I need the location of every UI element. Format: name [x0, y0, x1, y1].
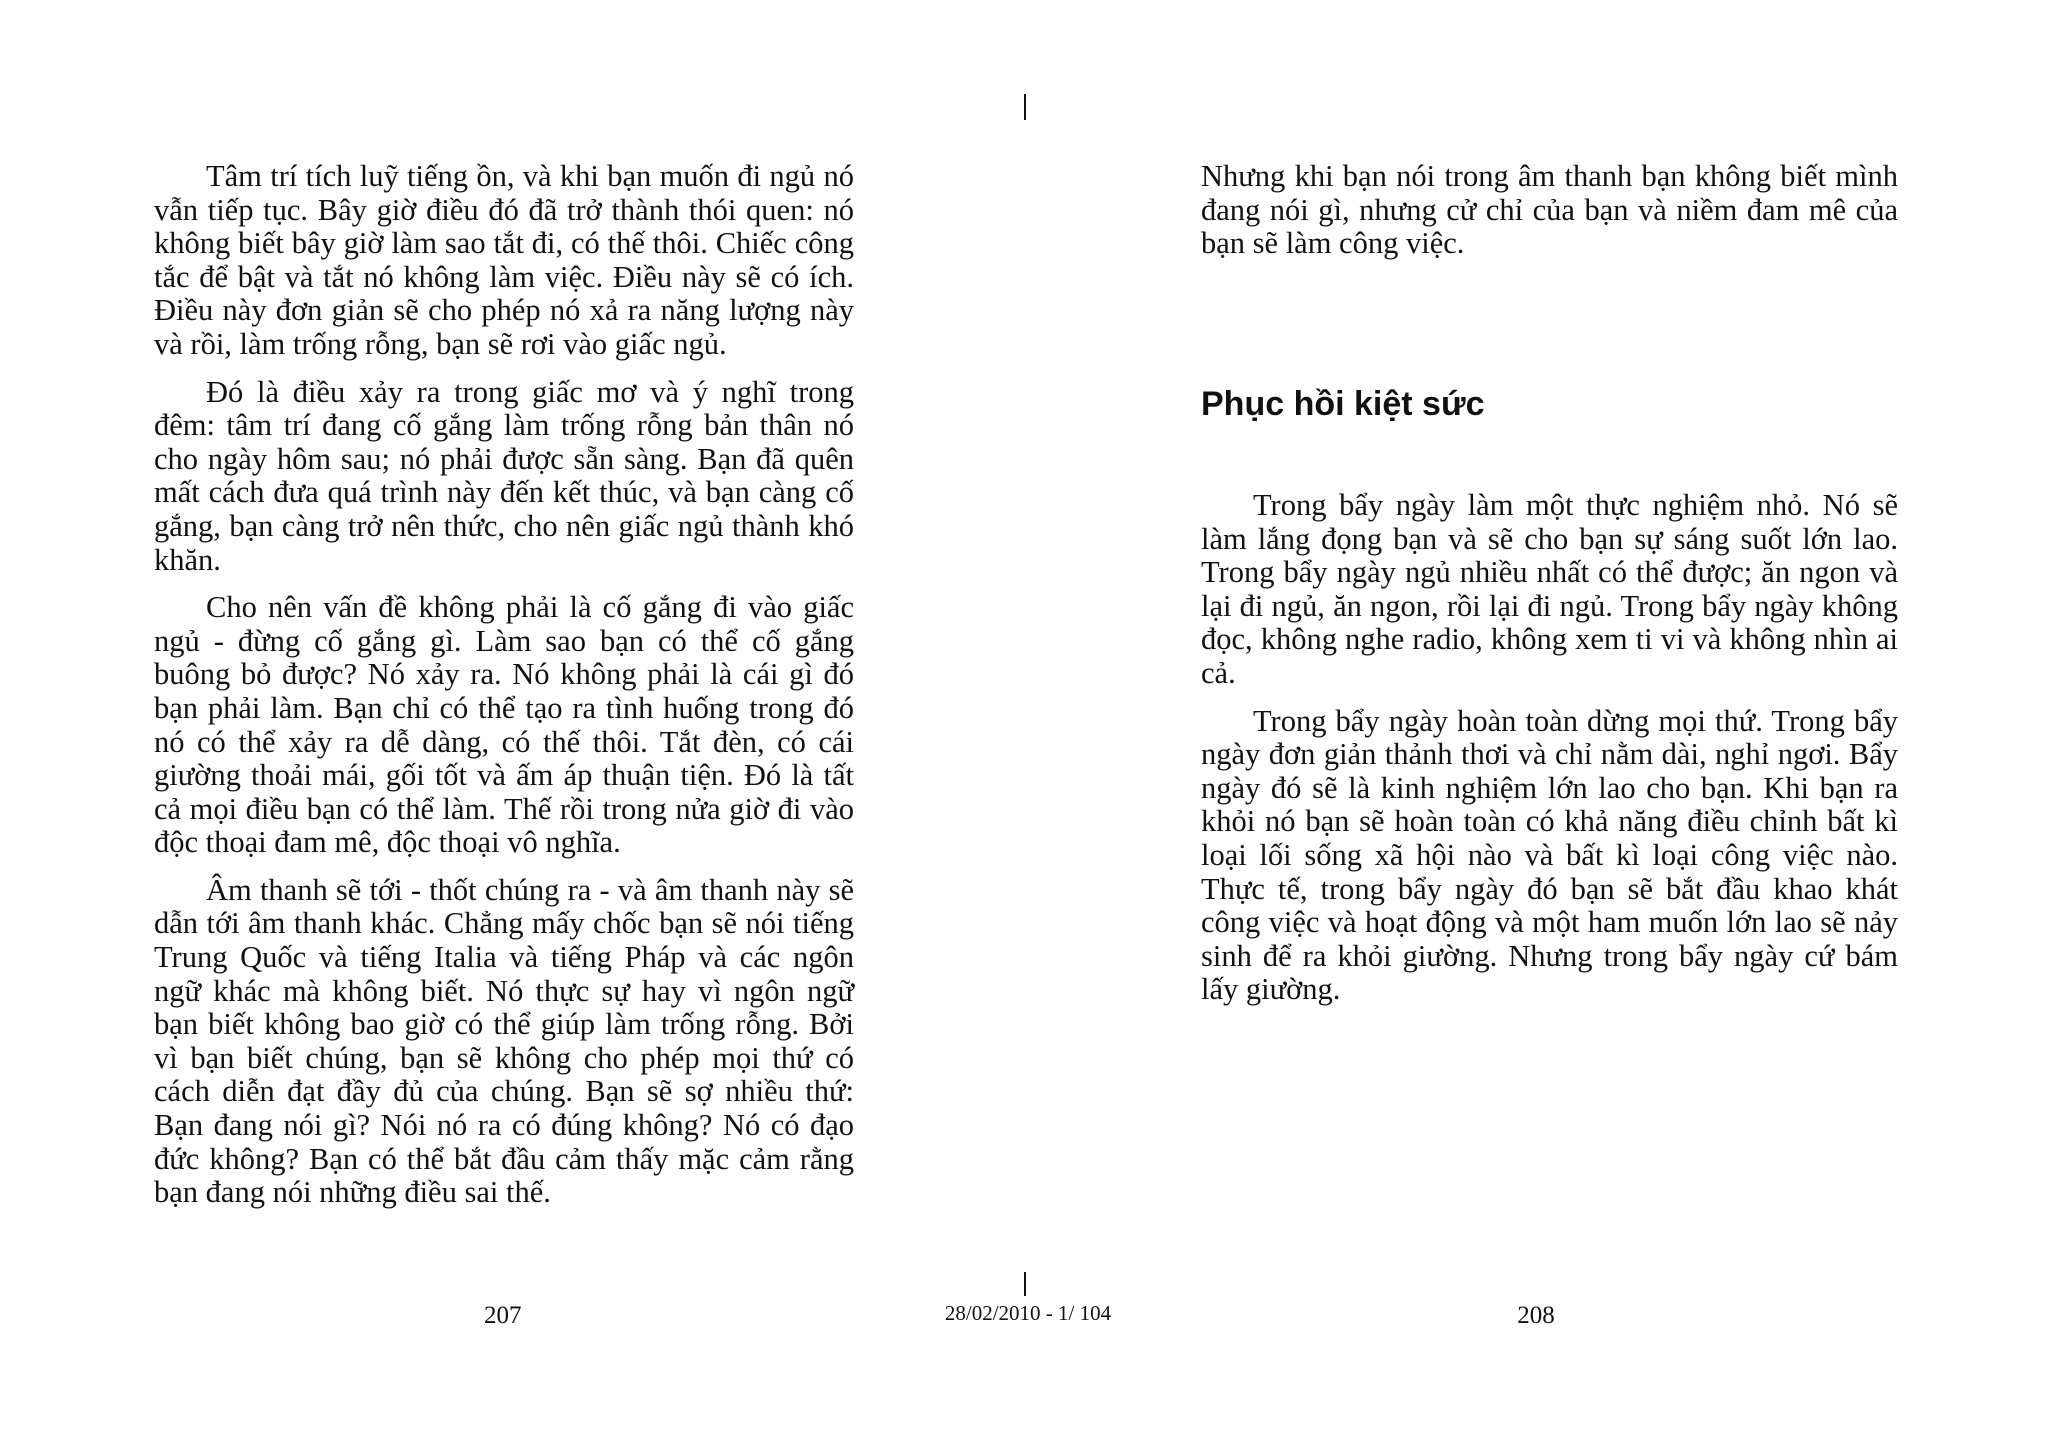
left-page-number: 207	[484, 1302, 522, 1329]
right-page	[1024, 0, 2048, 1448]
left-paragraph-3: Cho nên vấn đề không phải là cố gắng đi vào giấc ngủ - đừng cố gắng gì. Làm sao bạn có thể cố gắng buông bỏ được? Nó xảy ra. Nó không phải là cái gì đó bạn phải làm. Bạn chỉ có thể tạo ra tình huống trong đó nó có thể xảy ra dễ dàng, có thế thôi. Tắt đèn, có cái giường thoải mái, gối tốt và ấm áp thuận tiện. Đó là tất cả mọi điều bạn có thể làm. Thế rồi trong nửa giờ đi vào độc thoại đam mê, độc thoại vô nghĩa.	[154, 590, 854, 860]
right-page-continuation	[1201, 160, 1898, 275]
print-date-stamp: 28/02/2010 - 1/ 104	[944, 1301, 1112, 1325]
right-continuation-paragraph: Nhưng khi bạn nói trong âm thanh bạn không biết mình đang nói gì, nhưng cử chỉ của bạn và niềm đam mê của bạn sẽ làm công việc.	[1201, 159, 1898, 261]
right-page-body	[1201, 489, 1898, 1021]
left-page-body	[154, 160, 854, 1224]
right-paragraph-2: Trong bẩy ngày hoàn toàn dừng mọi thứ. Trong bẩy ngày đơn giản thảnh thơi và chỉ nằm dài, nghỉ ngơi. Bẩy ngày đó sẽ là kinh nghiệm lớn lao cho bạn. Khi bạn ra khỏi nó bạn sẽ hoàn toàn có khả năng điều chỉnh bất kì loại lối sống xã hội nào và bất kì loại công việc nào. Thực tế, trong bẩy ngày đó bạn sẽ bắt đầu khao khát công việc và hoạt động và một ham muốn lớn lao sẽ nảy sinh để ra khỏi giường. Nhưng trong bẩy ngày cứ bám lấy giường.	[1201, 703, 1898, 1007]
right-page-number: 208	[1517, 1302, 1555, 1329]
left-paragraph-4: Âm thanh sẽ tới - thốt chúng ra - và âm thanh này sẽ dẫn tới âm thanh khác. Chẳng mấy chốc bạn sẽ nói tiếng Trung Quốc và tiếng Italia và tiếng Pháp và các ngôn ngữ khác mà không biết. Nó thực sự hay vì ngôn ngữ bạn biết không bao giờ có thể giúp làm trống rỗng. Bởi vì bạn biết chúng, bạn sẽ không cho phép mọi thứ có cách diễn đạt đầy đủ của chúng. Bạn sẽ sợ nhiều thứ: Bạn đang nói gì? Nói nó ra có đúng không? Nó có đạo đức không? Bạn có thể bắt đầu cảm thấy mặc cảm rằng bạn đang nói những điều sai thế.	[154, 872, 854, 1210]
right-paragraph-1: Trong bẩy ngày làm một thực nghiệm nhỏ. Nó sẽ làm lắng đọng bạn và sẽ cho bạn sự sáng suốt lớn lao. Trong bẩy ngày ngủ nhiều nhất có thể được; ăn ngon và lại đi ngủ, ăn ngon, rồi lại đi ngủ. Trong bẩy ngày không đọc, không nghe radio, không xem ti vi và không nhìn ai cả.	[1201, 488, 1898, 690]
left-paragraph-1: Tâm trí tích luỹ tiếng ồn, và khi bạn muốn đi ngủ nó vẫn tiếp tục. Bây giờ điều đó đã trở thành thói quen: nó không biết bây giờ làm sao tắt đi, có thế thôi. Chiếc công tắc để bật và tắt nó không làm việc. Điều này sẽ có ích. Điều này đơn giản sẽ cho phép nó xả ra năng lượng này và rồi, làm trống rỗng, bạn sẽ rơi vào giấc ngủ.	[154, 159, 854, 361]
section-heading: Phục hồi kiệt sức	[1201, 385, 1485, 423]
left-paragraph-2: Đó là điều xảy ra trong giấc mơ và ý nghĩ trong đêm: tâm trí đang cố gắng làm trống rỗng bản thân nó cho ngày hôm sau; nó phải được sẵn sàng. Bạn đã quên mất cách đưa quá trình này đến kết thúc, và bạn càng cố gắng, bạn càng trở nên thức, cho nên giấc ngủ thành khó khăn.	[154, 374, 854, 577]
